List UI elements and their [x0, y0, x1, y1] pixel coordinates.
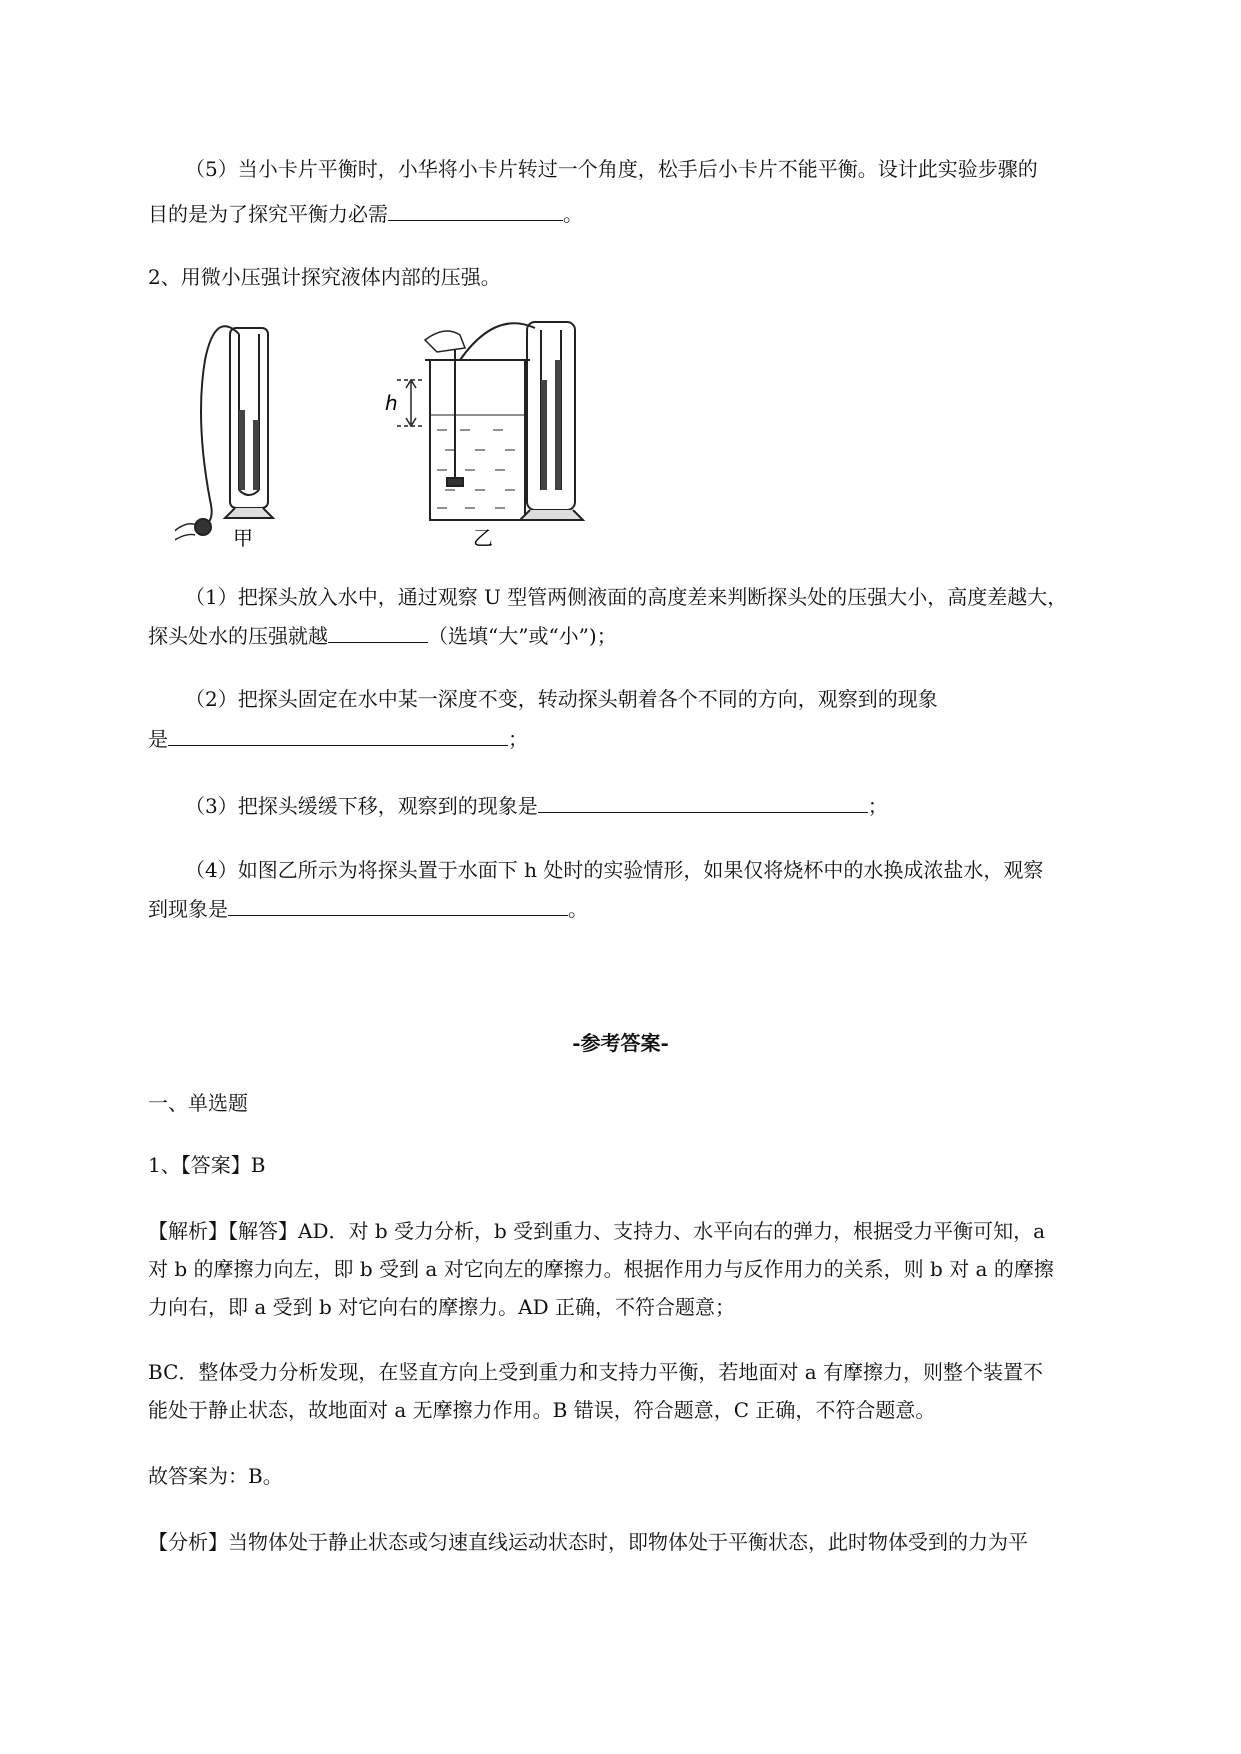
answers-section-heading: 一、单选题 — [148, 1091, 248, 1115]
answers-title: -参考答案- — [572, 1031, 669, 1055]
q2-part4-blank[interactable] — [228, 893, 568, 916]
q2-part1-line-1: （1）把探头放入水中，通过观察 U 型管两侧液面的高度差来判断探头处的压强大小，高度差越大， — [185, 585, 1068, 609]
q2-part2-line-2 — [148, 723, 528, 754]
q2-part2-line-1: （2）把探头固定在水中某一深度不变，转动探头朝着各个不同的方向，观察到的现象 — [185, 687, 938, 711]
q2-part1-end: （选填“大”或“小”)； — [428, 624, 617, 648]
q2-part1-text: 探头处水的压强就越 — [148, 624, 328, 648]
q2-part3-blank[interactable] — [538, 790, 868, 813]
q2-title: 2、用微小压强计探究液体内部的压强。 — [148, 265, 501, 289]
figure-label-yi: 乙 — [473, 526, 493, 550]
analysis-fenxi: 【分析】当物体处于静止状态或匀速直线运动状态时，即物体处于平衡状态，此时物体受到的力为平 — [148, 1530, 1028, 1554]
q5-line-1: （5）当小卡片平衡时，小华将小卡片转过一个角度，松手后小卡片不能平衡。设计此实验步骤的 — [185, 157, 1038, 181]
pressure-gauge-figure — [175, 320, 645, 550]
analysis-bc-line-1: BC．整体受力分析发现，在竖直方向上受到重力和支持力平衡，若地面对 a 有摩擦力，则整个装置不 — [148, 1360, 1044, 1384]
answer-conclusion: 故答案为：B。 — [148, 1464, 283, 1488]
figure-label-jia: 甲 — [233, 526, 253, 550]
q5-answer-blank[interactable] — [388, 198, 563, 221]
q5-line-2-text: 目的是为了探究平衡力必需 — [148, 202, 388, 226]
q2-part2-text: 是 — [148, 727, 168, 751]
answer-q1: 1、【答案】B — [148, 1153, 266, 1177]
q2-part2-blank[interactable] — [168, 723, 508, 746]
q5-line-2 — [148, 198, 583, 229]
analysis-bc-line-2: 能处于静止状态，故地面对 a 无摩擦力作用。B 错误，符合题意，C 正确，不符合题意。 — [148, 1398, 936, 1422]
q2-part4-text: 到现象是 — [148, 897, 228, 921]
q2-part3-line — [185, 790, 888, 821]
q2-part1-line-2 — [148, 620, 617, 651]
analysis-line-3: 力向右，即 a 受到 b 对它向右的摩擦力。AD 正确，不符合题意； — [148, 1295, 735, 1319]
q2-part3-text: （3）把探头缓缓下移，观察到的现象是 — [185, 794, 538, 818]
analysis-line-1: 【解析】【解答】AD．对 b 受力分析，b 受到重力、支持力、水平向右的弹力，根据受力平衡可知，a — [148, 1219, 1046, 1243]
gauge-jia — [175, 326, 273, 545]
gauge-yi — [397, 322, 583, 520]
q2-part4-end: 。 — [568, 897, 588, 921]
q2-part4-line-2 — [148, 893, 588, 924]
q2-part3-end: ； — [867, 794, 888, 818]
q2-part1-blank[interactable] — [328, 620, 428, 643]
q2-part4-line-1: （4）如图乙所示为将探头置于水面下 h 处时的实验情形，如果仅将烧杯中的水换成浓盐水，观察 — [185, 858, 1044, 882]
figure-label-h: h — [385, 391, 398, 415]
q5-line-2-end: 。 — [563, 202, 583, 226]
q2-part2-end: ； — [508, 727, 528, 751]
analysis-line-2: 对 b 的摩擦力向左，即 b 受到 a 对它向左的摩擦力。根据作用力与反作用力的关系，则 b 对 a 的摩擦 — [148, 1257, 1054, 1281]
